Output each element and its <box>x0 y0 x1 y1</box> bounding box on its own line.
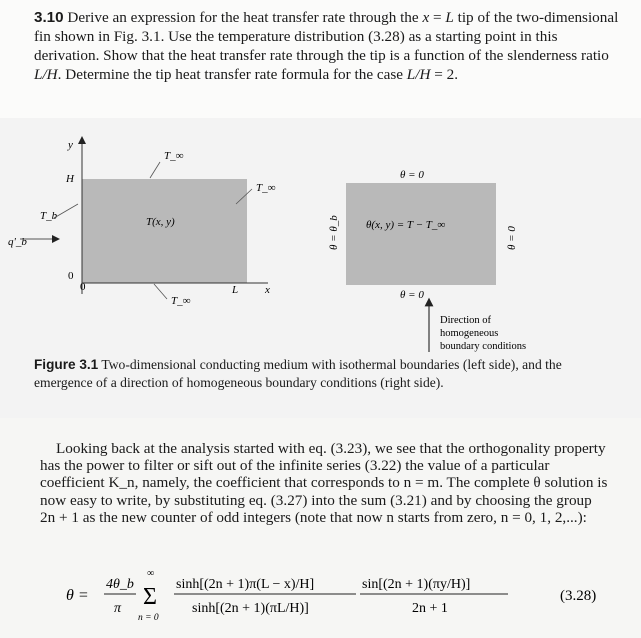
eq-sum-sign: Σ <box>143 584 157 610</box>
eq-coef-num: 4θ_b <box>106 577 134 592</box>
problem-text-2: tip of the two-dimensional fin shown in Fig. 3.1. Use the temperature distribution (3.28) as a starting point in this derivation. Show that the heat transfer rate through the tip is a function of the slenderness ratio <box>34 9 619 64</box>
t-inf-top-label: T_∞ <box>164 150 184 162</box>
L-label: L <box>232 284 239 296</box>
var-x: x <box>422 9 430 26</box>
eq-frac2-num: sin[(2n + 1)(πy/H)] <box>362 577 471 592</box>
arrow-note-line-1: Direction of <box>440 315 492 326</box>
problem-text-4: = 2. <box>430 66 458 83</box>
right-panel <box>328 169 526 352</box>
ratio-L-H: L/H <box>34 66 58 83</box>
ratio-L-H-2: L/H <box>406 66 431 83</box>
left-panel <box>8 139 276 307</box>
eq-frac2-den: 2n + 1 <box>412 601 448 616</box>
eq-coef-den: π <box>114 601 122 616</box>
t-inf-bottom-label: T_∞ <box>171 295 191 307</box>
t-inf-bottom-leader <box>154 284 167 299</box>
T-field-label: T(x, y) <box>146 216 175 228</box>
equation-svg <box>0 566 641 626</box>
figure-block <box>0 118 641 418</box>
Tb-leader <box>54 204 78 218</box>
H-label: H <box>66 173 74 185</box>
eq-sum-bottom: n = 0 <box>138 613 159 623</box>
textbook-excerpt <box>0 418 641 638</box>
origin-y-label: 0 <box>68 270 74 282</box>
eq-frac1-num: sinh[(2n + 1)π(L − x)/H] <box>176 577 315 592</box>
qb-label: q'_b <box>8 236 27 248</box>
problem-text <box>34 8 624 84</box>
theta-top-label: θ = 0 <box>400 169 424 181</box>
theta-bottom-label: θ = 0 <box>400 289 424 301</box>
eq-lhs: θ = <box>66 587 89 604</box>
problem-block <box>0 0 641 118</box>
var-L: L <box>445 9 454 26</box>
theta-right-label: θ = 0 <box>506 226 518 250</box>
equation-3-28 <box>0 566 641 626</box>
problem-text-1: Derive an expression for the heat transfer rate through the <box>67 9 423 26</box>
t-inf-top-leader <box>150 162 160 178</box>
eq-sign: = <box>429 9 446 26</box>
figure-caption <box>34 356 619 391</box>
figure-caption-label: Figure 3.1 <box>34 357 99 372</box>
arrow-note-line-2: homogeneous <box>440 328 499 339</box>
problem-number: 3.10 <box>34 9 64 26</box>
fin-rectangle <box>82 179 247 283</box>
y-axis-label: y <box>68 139 73 151</box>
eq-frac1-den: sinh[(2n + 1)(πL/H)] <box>192 601 309 616</box>
theta-field-label: θ(x, y) = T − T_∞ <box>366 219 446 231</box>
figure-caption-text: Two-dimensional conducting medium with isothermal boundaries (left side), and the emergence of a direction of homogeneous boundary conditions (right side). <box>34 357 562 390</box>
eq-sum-top: ∞ <box>147 568 155 579</box>
problem-text-3: . Determine the tip heat transfer rate formula for the case <box>57 66 407 83</box>
t-inf-right-label: T_∞ <box>256 182 276 194</box>
figure-3-1 <box>0 118 641 354</box>
body-paragraph: Looking back at the analysis started with eq. (3.23), we see that the orthogonality property has the power to filter or sift out of the infinite series (3.22) the value of a particular coefficient K_n, namely, the coefficient that corresponds to n = m. The complete θ solution is now easy to write, by substituting eq. (3.27) into the sum (3.21) and by choosing the group 2n + 1 as the new counter of odd integers (note that now n starts from zero, n = 0, 1, 2,...): <box>40 440 608 526</box>
arrow-note-line-3: boundary conditions <box>440 341 527 352</box>
theta-rectangle <box>346 183 496 285</box>
eq-label: (3.28) <box>560 588 597 604</box>
x-axis-label: x <box>265 284 270 296</box>
theta-left-label: θ = θ_b <box>328 215 340 250</box>
Tb-label: T_b <box>40 210 58 222</box>
origin-x-label: 0 <box>80 281 86 293</box>
